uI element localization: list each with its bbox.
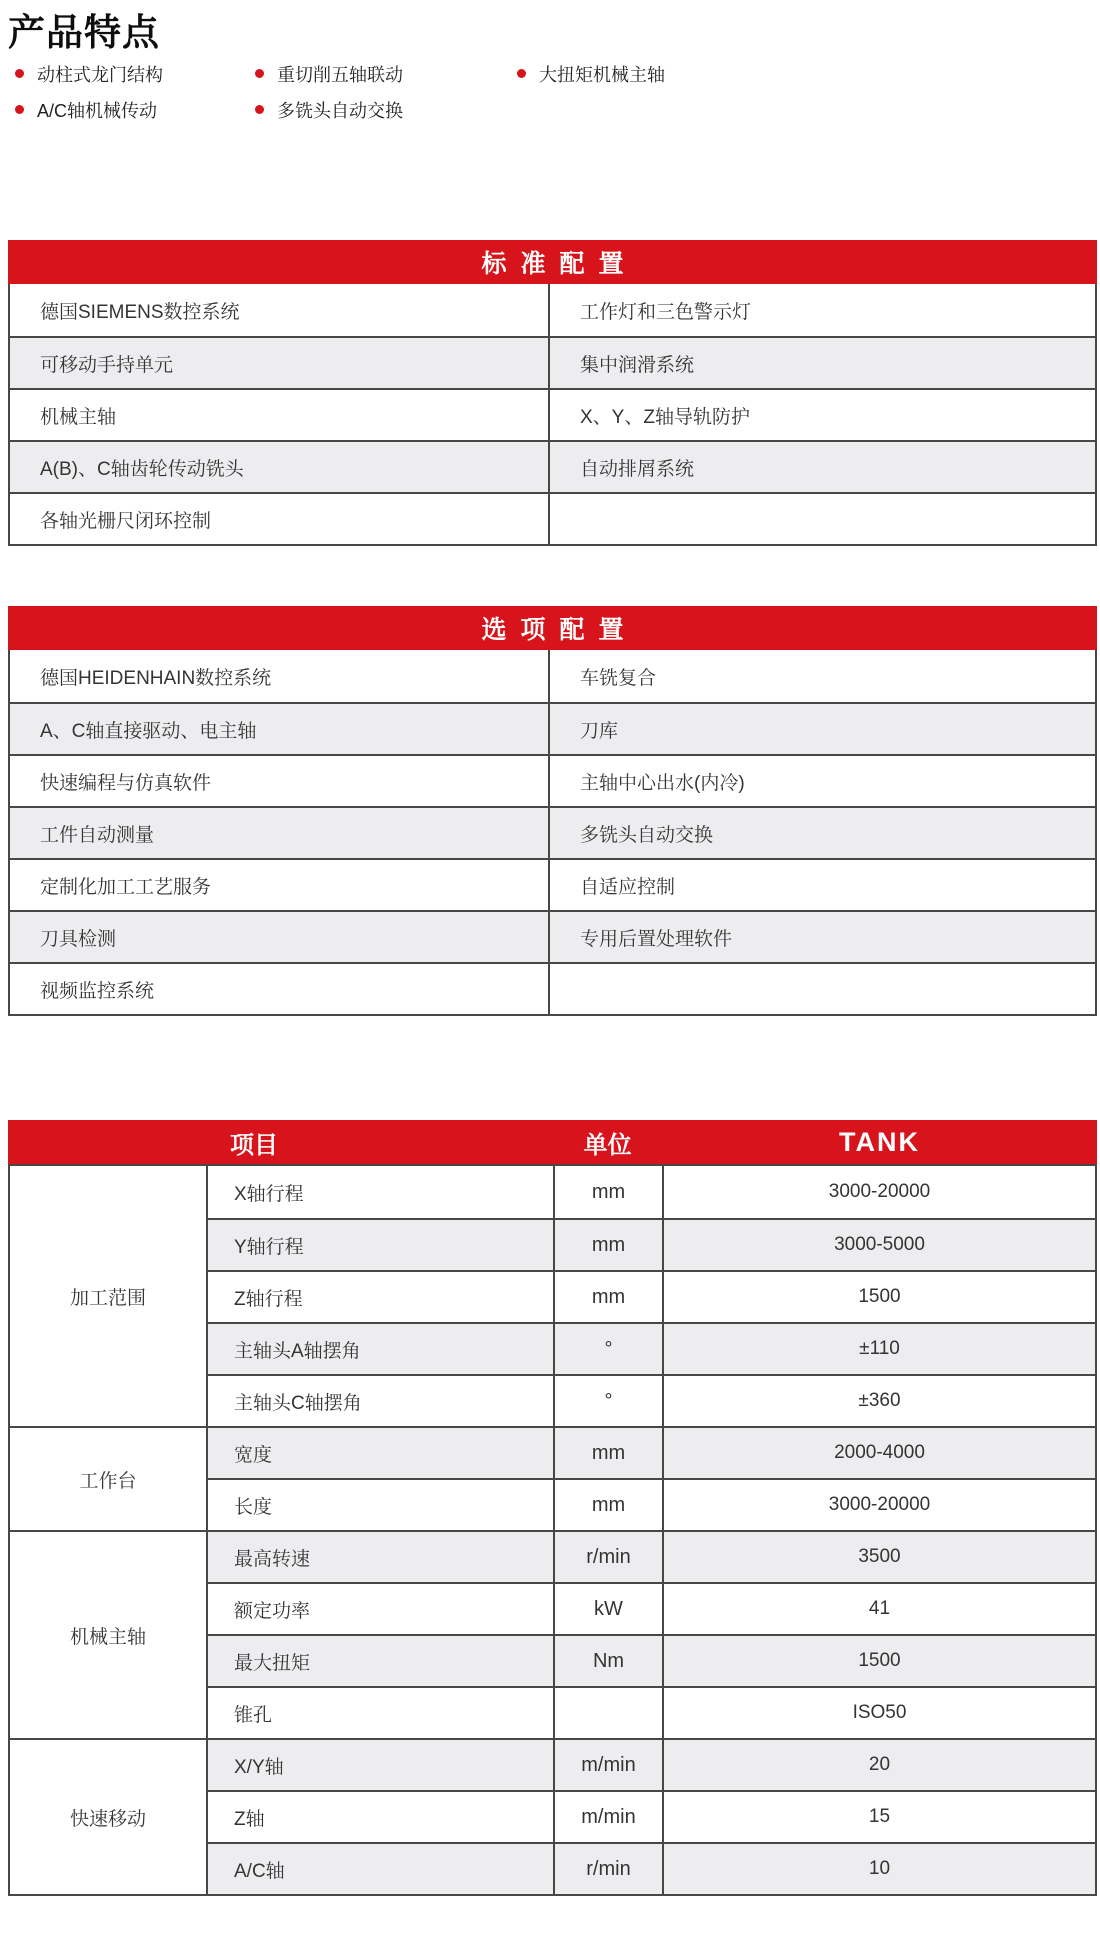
config-cell-right: 自适应控制	[580, 876, 676, 898]
spec-value-cell: 20	[664, 1738, 1095, 1790]
config-row	[10, 806, 1095, 858]
spec-item-cell: 宽度	[208, 1426, 555, 1478]
spec-category-cell: 快速移动	[10, 1738, 208, 1894]
spec-item-cell: 长度	[208, 1478, 555, 1530]
config-cell-right: 刀库	[580, 720, 619, 742]
config-cell-left: A、C轴直接驱动、电主轴	[10, 704, 550, 754]
config-cell-left: 机械主轴	[10, 390, 550, 440]
config-cell-left: A(B)、C轴齿轮传动铣头	[10, 442, 550, 492]
feature-label: 多铣头自动交换	[277, 100, 403, 121]
spec-table-body	[8, 1164, 1097, 1896]
config-cell-left: 德国SIEMENS数控系统	[10, 284, 550, 336]
spec-value-cell: 3000-5000	[664, 1218, 1095, 1270]
config-cell-right: X、Y、Z轴导轨防护	[580, 406, 750, 428]
config-cell-right: 主轴中心出水(内冷)	[580, 772, 745, 794]
spec-unit-cell: mm	[555, 1478, 664, 1530]
standard-config-table	[8, 240, 1097, 546]
spec-value-cell: 3500	[664, 1530, 1095, 1582]
config-row	[10, 962, 1095, 1014]
bullet-icon	[15, 69, 24, 78]
optional-config-table	[8, 606, 1097, 1016]
feature-label: A/C轴机械传动	[37, 100, 158, 121]
spec-value-cell: 3000-20000	[664, 1478, 1095, 1530]
config-cell-right: 多铣头自动交换	[580, 824, 714, 846]
bullet-icon	[517, 69, 526, 78]
col-header-item: 项目	[230, 1131, 278, 1159]
config-cell-right: 车铣复合	[580, 667, 657, 689]
config-row	[10, 284, 1095, 336]
spec-item-cell: 最高转速	[208, 1530, 555, 1582]
spec-category-cell: 工作台	[10, 1426, 208, 1530]
feature-item	[15, 61, 255, 86]
config-cell-left: 快速编程与仿真软件	[10, 756, 550, 806]
feature-item	[255, 61, 517, 86]
config-cell-right	[550, 964, 1095, 1014]
spec-unit-cell: mm	[555, 1426, 664, 1478]
bullet-icon	[255, 69, 264, 78]
config-cell-left: 工件自动测量	[10, 808, 550, 858]
spec-value-cell: 41	[664, 1582, 1095, 1634]
spec-item-cell: Y轴行程	[208, 1218, 555, 1270]
config-cell-right: 专用后置处理软件	[580, 928, 733, 950]
config-cell-right	[550, 494, 1095, 544]
feature-label: 大扭矩机械主轴	[539, 64, 665, 85]
optional-config-body	[8, 650, 1097, 1016]
feature-item	[15, 97, 255, 122]
page-title: 产品特点	[8, 12, 160, 53]
spec-value-cell: ±110	[664, 1322, 1095, 1374]
bullet-icon	[15, 105, 24, 114]
spec-unit-cell: mm	[555, 1270, 664, 1322]
standard-config-header: 标准配置	[8, 240, 1097, 284]
config-row	[10, 336, 1095, 388]
bullet-icon	[255, 105, 264, 114]
config-cell-right: 工作灯和三色警示灯	[580, 301, 752, 323]
config-cell-right: 集中润滑系统	[580, 354, 695, 376]
spec-item-cell: Z轴行程	[208, 1270, 555, 1322]
spec-item-cell: 主轴头A轴摆角	[208, 1322, 555, 1374]
feature-item	[255, 97, 517, 122]
config-row	[10, 440, 1095, 492]
optional-config-header: 选项配置	[8, 606, 1097, 650]
feature-label: 重切削五轴联动	[277, 64, 403, 85]
spec-item-cell: 锥孔	[208, 1686, 555, 1738]
spec-item-cell: Z轴	[208, 1790, 555, 1842]
feature-item	[517, 61, 937, 86]
spec-item-cell: 额定功率	[208, 1582, 555, 1634]
spec-unit-cell: Nm	[555, 1634, 664, 1686]
spec-item-cell: X轴行程	[208, 1166, 555, 1218]
spec-unit-cell: r/min	[555, 1842, 664, 1894]
config-cell-left: 刀具检测	[10, 912, 550, 962]
spec-unit-cell	[555, 1686, 664, 1738]
config-row	[10, 702, 1095, 754]
config-cell-left: 可移动手持单元	[10, 338, 550, 388]
spec-value-cell: 15	[664, 1790, 1095, 1842]
spec-item-cell: A/C轴	[208, 1842, 555, 1894]
spec-value-cell: 10	[664, 1842, 1095, 1894]
col-header-model: TANK	[839, 1126, 920, 1157]
spec-value-cell: 3000-20000	[828, 1181, 931, 1202]
spec-category-cell: 机械主轴	[10, 1530, 208, 1738]
spec-item-cell: 主轴头C轴摆角	[208, 1374, 555, 1426]
spec-item-cell: X/Y轴	[208, 1738, 555, 1790]
spec-value-cell: 1500	[664, 1634, 1095, 1686]
spec-table-header	[8, 1120, 1097, 1164]
spec-unit-cell: °	[555, 1322, 664, 1374]
spec-value-cell: 2000-4000	[664, 1426, 1095, 1478]
spec-unit-cell: r/min	[555, 1530, 664, 1582]
config-row	[10, 650, 1095, 702]
config-row	[10, 858, 1095, 910]
spec-unit-cell: m/min	[555, 1738, 664, 1790]
spec-value-cell: 1500	[664, 1270, 1095, 1322]
spec-table	[8, 1120, 1097, 1896]
spec-unit-cell: kW	[555, 1582, 664, 1634]
standard-config-body	[8, 284, 1097, 546]
config-cell-left: 定制化加工工艺服务	[10, 860, 550, 910]
spec-unit-cell: m/min	[555, 1790, 664, 1842]
config-row	[10, 388, 1095, 440]
config-row	[10, 910, 1095, 962]
feature-list	[15, 61, 937, 122]
spec-unit-cell: °	[555, 1374, 664, 1426]
spec-unit-cell: mm	[555, 1166, 664, 1218]
col-header-unit: 单位	[583, 1131, 632, 1159]
config-cell-left: 视频监控系统	[10, 964, 550, 1014]
config-cell-left: 德国HEIDENHAIN数控系统	[10, 650, 550, 702]
spec-item-cell: 最大扭矩	[208, 1634, 555, 1686]
config-cell-right: 自动排屑系统	[580, 458, 695, 480]
spec-category-cell: 加工范围	[10, 1166, 208, 1426]
config-row	[10, 492, 1095, 544]
config-cell-left: 各轴光栅尺闭环控制	[10, 494, 550, 544]
config-row	[10, 754, 1095, 806]
feature-label: 动柱式龙门结构	[37, 64, 163, 85]
spec-value-cell: ±360	[664, 1374, 1095, 1426]
spec-unit-cell: mm	[555, 1218, 664, 1270]
spec-value-cell: ISO50	[664, 1686, 1095, 1738]
